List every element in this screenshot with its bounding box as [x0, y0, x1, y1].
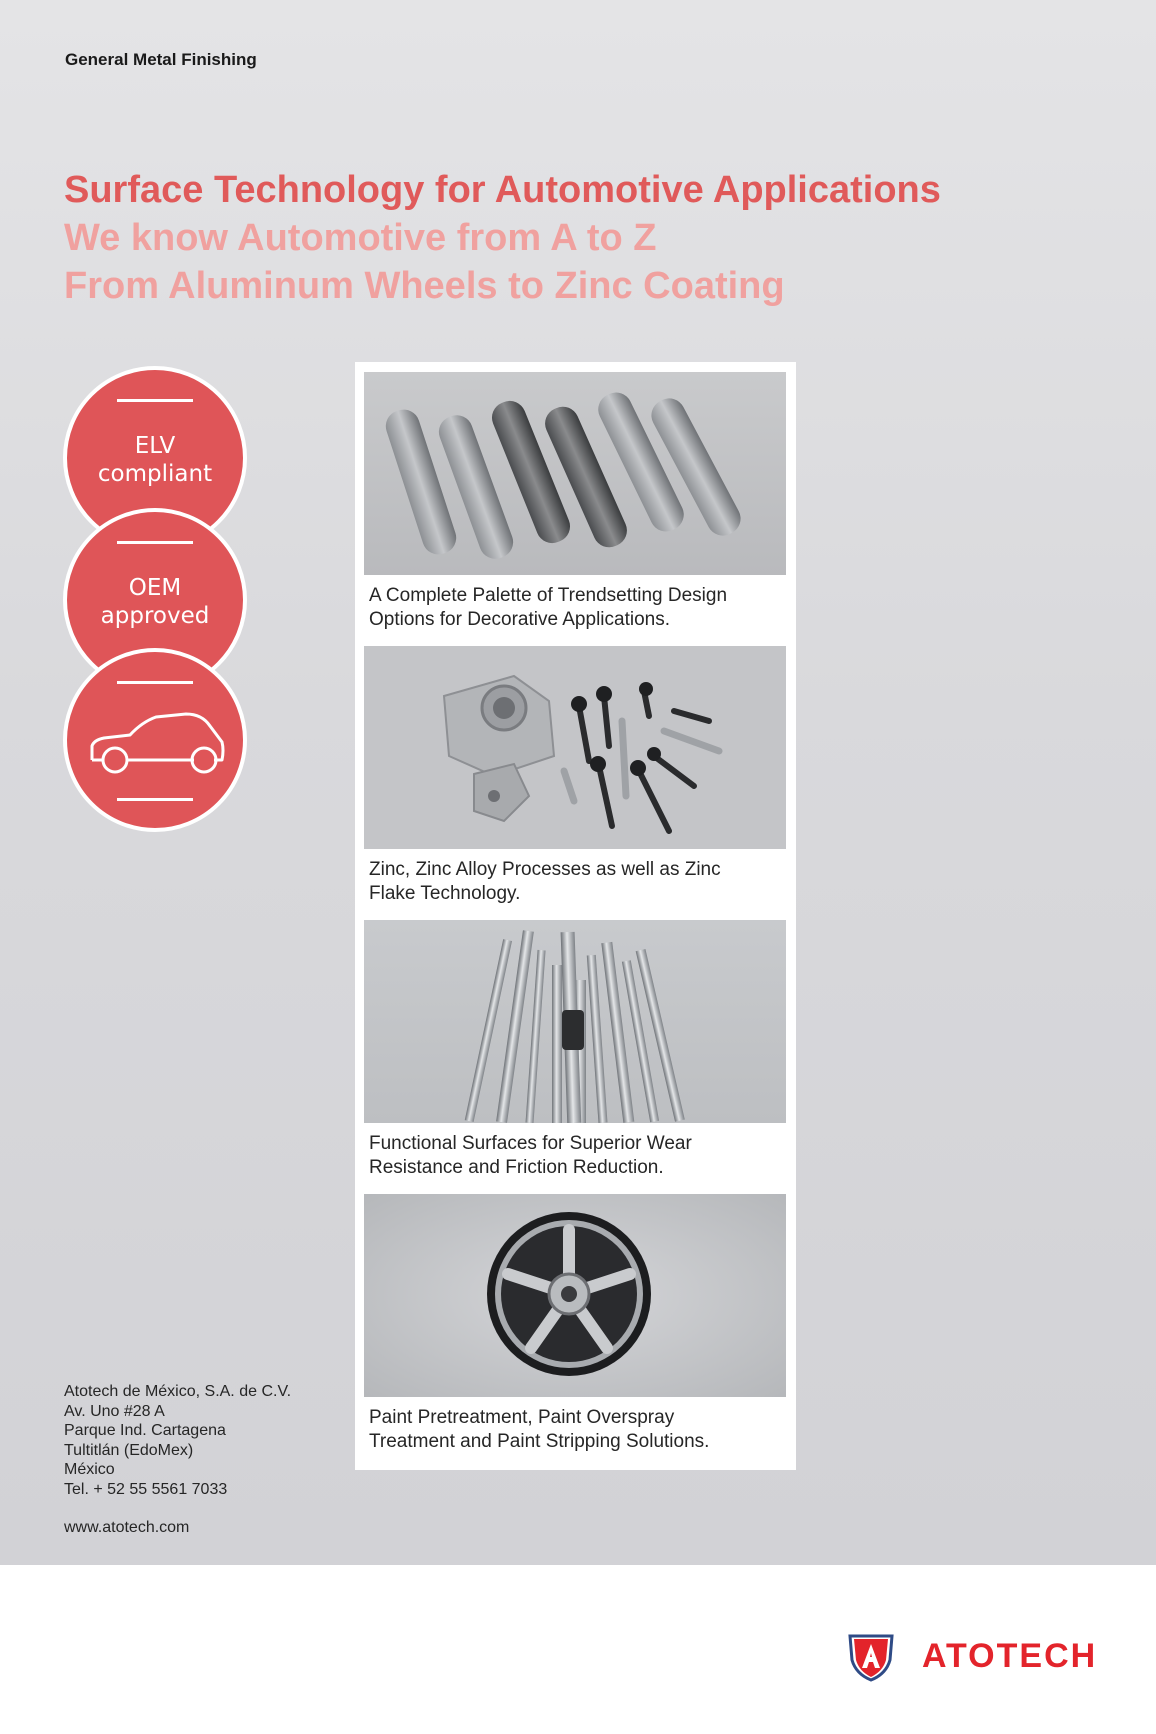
- shafts-photo: [364, 920, 786, 1123]
- website-link[interactable]: www.atotech.com: [64, 1519, 190, 1536]
- application-caption: [364, 1132, 786, 1180]
- car-icon: [82, 702, 232, 782]
- headline-tagline-2: From Aluminum Wheels to Zinc Coating: [64, 265, 785, 307]
- caption-line-2: Options for Decorative Applications.: [369, 609, 670, 630]
- headline: [64, 166, 941, 310]
- badge-line-2: compliant: [97, 461, 213, 487]
- contact-address: [64, 1382, 291, 1499]
- fasteners-photo: [364, 646, 786, 849]
- caption-line-2: Treatment and Paint Stripping Solutions.: [369, 1431, 710, 1452]
- badge-rule: [117, 541, 193, 544]
- application-caption: [364, 584, 786, 632]
- application-item: [364, 646, 786, 906]
- section-label: General Metal Finishing: [65, 50, 257, 69]
- badge-line-1: ELV: [134, 433, 176, 459]
- badge-text: [67, 574, 243, 630]
- phone-number: Tel. + 52 55 5561 7033: [64, 1480, 228, 1498]
- address-line: Atotech de México, S.A. de C.V.: [64, 1383, 292, 1400]
- address-line: Av. Uno #28 A: [64, 1402, 165, 1420]
- atotech-logo: [846, 1630, 1097, 1682]
- caption-line-1: Paint Pretreatment, Paint Overspray: [369, 1407, 675, 1428]
- applications-card: [355, 362, 796, 1470]
- badge-rule: [117, 681, 193, 684]
- application-caption: [364, 1406, 786, 1454]
- caption-line-1: A Complete Palette of Trendsetting Design: [369, 585, 728, 606]
- address-line: México: [64, 1461, 115, 1478]
- application-item: [364, 1194, 786, 1454]
- badge-rule: [117, 798, 193, 801]
- badge-line-1: OEM: [128, 575, 182, 601]
- application-item: [364, 372, 786, 632]
- caption-line-1: Functional Surfaces for Superior Wear: [369, 1133, 692, 1154]
- application-item: [364, 920, 786, 1180]
- address-line: Parque Ind. Cartagena: [64, 1422, 226, 1439]
- caption-line-2: Resistance and Friction Reduction.: [369, 1157, 664, 1178]
- headline-tagline-1: We know Automotive from A to Z: [64, 217, 657, 259]
- door-handles-photo: [364, 372, 786, 575]
- wheel-photo: [364, 1194, 786, 1397]
- atotech-shield-icon: [846, 1630, 896, 1682]
- headline-title: Surface Technology for Automotive Applications: [64, 169, 941, 211]
- brand-name: ATOTECH: [922, 1636, 1098, 1675]
- caption-line-2: Flake Technology.: [369, 883, 521, 904]
- application-caption: [364, 858, 786, 906]
- badge-line-2: approved: [100, 603, 210, 629]
- badge-text: [67, 432, 243, 488]
- address-line: Tultitlán (EdoMex): [64, 1441, 194, 1459]
- caption-line-1: Zinc, Zinc Alloy Processes as well as Zinc: [369, 859, 721, 880]
- badge-rule: [117, 399, 193, 402]
- car-badge: [63, 648, 247, 832]
